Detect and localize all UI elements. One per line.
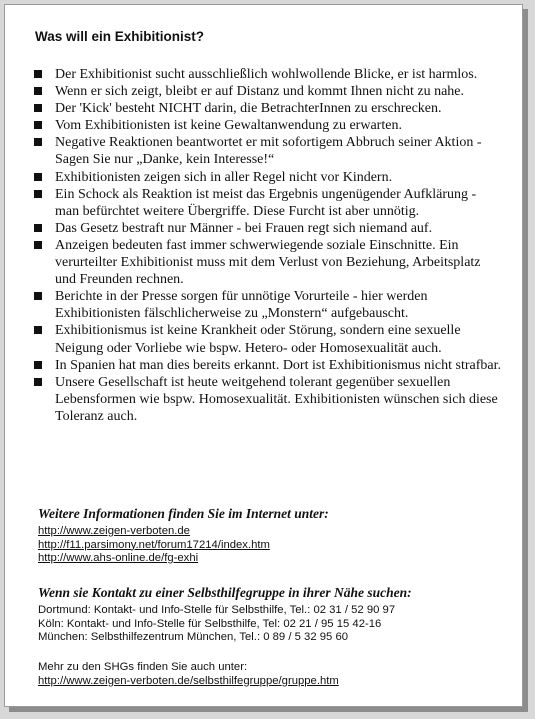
list-item [32,374,502,425]
link-parsimony-forum[interactable]: http://f11.parsimony.net/forum17214/index.htm [38,538,270,551]
square-bullet-icon [34,138,42,146]
contact-muenchen: München: Selbsthilfezentrum München, Tel.: 0 89 / 5 32 95 60 [38,631,349,643]
list-item-text: Exhibitionisten zeigen sich in aller Regel nicht vor Kindern. [55,169,393,185]
shg-text: Mehr zu den SHGs finden Sie auch unter: [38,661,248,673]
list-item-text: Ein Schock als Reaktion ist meist das Ergebnis ungenügender Aufklärung - man befürchtet weitere Übergriffe. Diese Furcht ist aber unnötig. [55,186,477,219]
list-item-text: Exhibitionismus ist keine Krankheit oder Störung, sondern eine sexuelle Neigung oder Vorliebe wie bspw. Hetero- oder Homosexualität auch. [55,323,461,356]
square-bullet-icon [34,241,42,249]
square-bullet-icon [34,173,42,181]
info-heading: Weitere Informationen finden Sie im Internet unter: [38,506,329,521]
list-item [32,117,502,134]
list-item [32,237,502,288]
square-bullet-icon [34,378,42,386]
list-item-text: Wenn er sich zeigt, bleibt er auf Distanz und kommt Ihnen nicht zu nahe. [55,84,465,100]
list-item-text: Der 'Kick' besteht NICHT darin, die BetrachterInnen zu erschrecken. [55,101,442,117]
list-item [32,186,502,220]
square-bullet-icon [34,224,42,232]
list-item-text: In Spanien hat man dies bereits erkannt. Dort ist Exhibitionismus nicht strafbar. [55,357,501,373]
square-bullet-icon [34,326,42,334]
square-bullet-icon [34,70,42,78]
contact-dortmund: Dortmund: Kontakt- und Info-Stelle für Selbsthilfe, Tel.: 02 31 / 52 90 97 [38,604,396,616]
list-item [32,134,502,168]
list-item [32,322,502,356]
list-item [32,83,502,100]
link-shg-gruppe[interactable]: http://www.zeigen-verboten.de/selbsthilfegruppe/gruppe.htm [38,674,339,687]
list-item-text: Vom Exhibitionisten ist keine Gewaltanwendung zu erwarten. [55,118,402,134]
list-item-text: Der Exhibitionist sucht ausschließlich wohlwollende Blicke, er ist harmlos. [55,67,478,82]
list-item-text: Anzeigen bedeuten fast immer schwerwiegende soziale Einschnitte. Ein verurteilter Exhibitionist muss mit dem Verlust von Beziehung, Arbeitsplatz und Freunden rechnen. [55,237,481,288]
square-bullet-icon [34,104,42,112]
contact-list [38,604,395,645]
list-item [32,220,502,237]
list-item [32,357,502,374]
list-item-text: Negative Reaktionen beantwortet er mit sofortigem Abbruch seiner Aktion - Sagen Sie nur „Danke, kein Interesse!“ [55,135,482,168]
square-bullet-icon [34,121,42,129]
square-bullet-icon [34,87,42,95]
shg-section [38,661,339,688]
contact-koeln: Köln: Kontakt- und Info-Stelle für Selbsthilfe, Tel: 02 21 / 95 15 42-16 [38,617,382,630]
list-item [32,288,502,322]
list-item-text: Das Gesetz bestraft nur Männer - bei Frauen regt sich niemand auf. [55,220,433,236]
link-list [38,525,270,566]
link-zeigen-verboten[interactable]: http://www.zeigen-verboten.de [38,525,190,537]
page-title: Was will ein Exhibitionist? [35,29,205,44]
contact-heading: Wenn sie Kontakt zu einer Selbsthilfegruppe in ihrer Nähe suchen: [38,585,412,600]
list-item [32,100,502,117]
list-item-text: Berichte in der Presse sorgen für unnötige Vorurteile - hier werden Exhibitionisten fälschlicherweise zu „Monstern“ aufgebauscht. [55,289,428,322]
document-page [4,4,523,707]
square-bullet-icon [34,361,42,369]
statement-list [32,66,502,425]
list-item-text: Unsere Gesellschaft ist heute weitgehend tolerant gegenüber sexuellen Lebensformen wie bspw. Homosexualität. Exhibitionisten wünschen sich diese Toleranz auch. [55,374,498,424]
square-bullet-icon [34,292,42,300]
list-item [32,66,502,83]
list-item [32,169,502,186]
link-ahs-online[interactable]: http://www.ahs-online.de/fg-exhi [38,552,199,564]
square-bullet-icon [34,190,42,198]
